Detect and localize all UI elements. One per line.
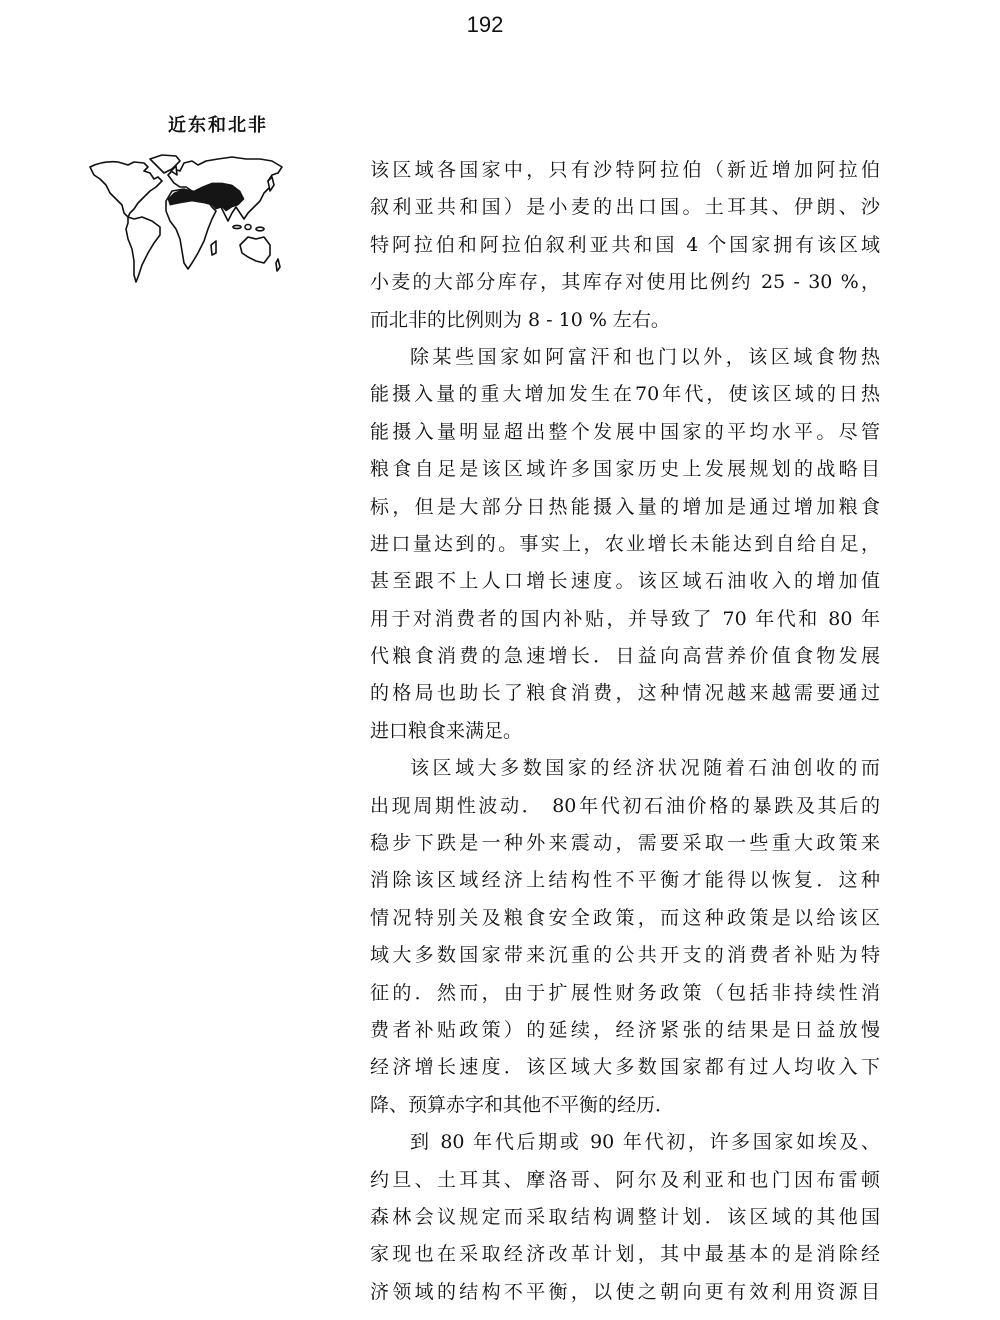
text-line: 进口粮食来满足。 (370, 719, 523, 742)
text-line: 域大多数国家带来沉重的公共开支的消费者补贴为特 (370, 944, 880, 967)
text-line: 能摄入量的重大增加发生在70年代，使该区域的日热 (370, 383, 880, 406)
continent-australia (240, 237, 270, 263)
text-line: 到 80 年代后期或 90 年代初，许多国家如埃及、 (410, 1131, 880, 1154)
text-line: 的格局也助长了粮食消费，这种情况越来越需要通过 (370, 682, 880, 705)
text-line: 代粮食消费的急速增长．日益向高营养价值食物发展 (370, 645, 880, 668)
paragraph (370, 1124, 880, 1311)
text-line: 稳步下跌是一种外来震动，需要采取一些重大政策来 (370, 832, 880, 855)
text-line: 约旦、土耳其、摩洛哥、阿尔及利亚和也门因布雷顿 (370, 1168, 880, 1191)
text-line: 粮食自足是该区域许多国家历史上发展规划的战略目 (370, 458, 880, 481)
text-line: 标，但是大部分日热能摄入量的增加是通过增加粮食 (370, 495, 880, 518)
island-madagascar (211, 241, 216, 255)
text-line: 消除该区域经济上结构性不平衡才能得以恢复．这种 (370, 869, 880, 892)
paragraph (370, 152, 880, 339)
world-map-icon (88, 153, 283, 283)
text-line: 经济增长速度．该区域大多数国家都有过人均收入下 (370, 1056, 880, 1079)
text-line: 情况特别关及粮食安全政策，而这种政策是以给该区 (370, 906, 880, 929)
text-line: 费者补贴政策）的延续，经济紧张的结果是日益放慢 (370, 1018, 880, 1041)
continent-south-america (126, 217, 160, 282)
text-line: 森林会议规定而采取结构调整计划．该区域的其他国 (370, 1205, 880, 1228)
island-japan (268, 177, 274, 191)
text-line: 而北非的比例则为 8 - 10 % 左右。 (370, 308, 670, 331)
section-heading: 近东和北非 (168, 115, 268, 136)
text-line: 用于对消费者的国内补贴，并导致了 70 年代和 80 年 (370, 607, 880, 630)
text-line: 甚至跟不上人口增长速度。该区域石油收入的增加值 (370, 570, 880, 593)
text-line: 征的．然而，由于扩展性财务政策（包括非持续性消 (370, 981, 880, 1004)
island-new-zealand (276, 259, 280, 271)
text-line: 降、预算赤字和其他不平衡的经历． (370, 1093, 675, 1116)
body-text (370, 152, 880, 1311)
text-line: 进口量达到的。事实上，农业增长未能达到自给自足， (370, 532, 880, 555)
text-line: 小麦的大部分库存，其库存对使用比例约 25 - 30 %， (370, 271, 880, 294)
text-line: 该区域大多数国家的经济状况随着石油创收的而 (410, 757, 880, 780)
text-line: 特阿拉伯和阿拉伯叙利亚共和国 4 个国家拥有该区域 (370, 233, 880, 256)
text-line: 出现周期性波动． 80年代初石油价格的暴跌及其后的 (370, 794, 880, 817)
page-number: 192 (466, 12, 504, 37)
paragraph (370, 750, 880, 1124)
island-borneo (245, 225, 251, 230)
island-new-guinea (256, 227, 264, 231)
text-line: 能摄入量明显超出整个发展中国家的平均水平。尽管 (370, 420, 880, 443)
text-line: 家现也在采取经济改革计划，其中最基本的是消除经 (370, 1243, 880, 1266)
text-line: 叙利亚共和国）是小麦的出口国。土耳其、伊朗、沙 (370, 196, 880, 219)
island-sumatra (233, 225, 241, 228)
text-line: 济领域的结构不平衡，以使之朝向更有效利用资源目 (370, 1280, 880, 1303)
text-line: 该区域各国家中，只有沙特阿拉伯（新近增加阿拉伯 (370, 159, 880, 181)
text-line: 除某些国家如阿富汗和也门以外，该区域食物热 (410, 345, 880, 368)
paragraph (370, 339, 880, 750)
continent-north-america (90, 162, 162, 217)
